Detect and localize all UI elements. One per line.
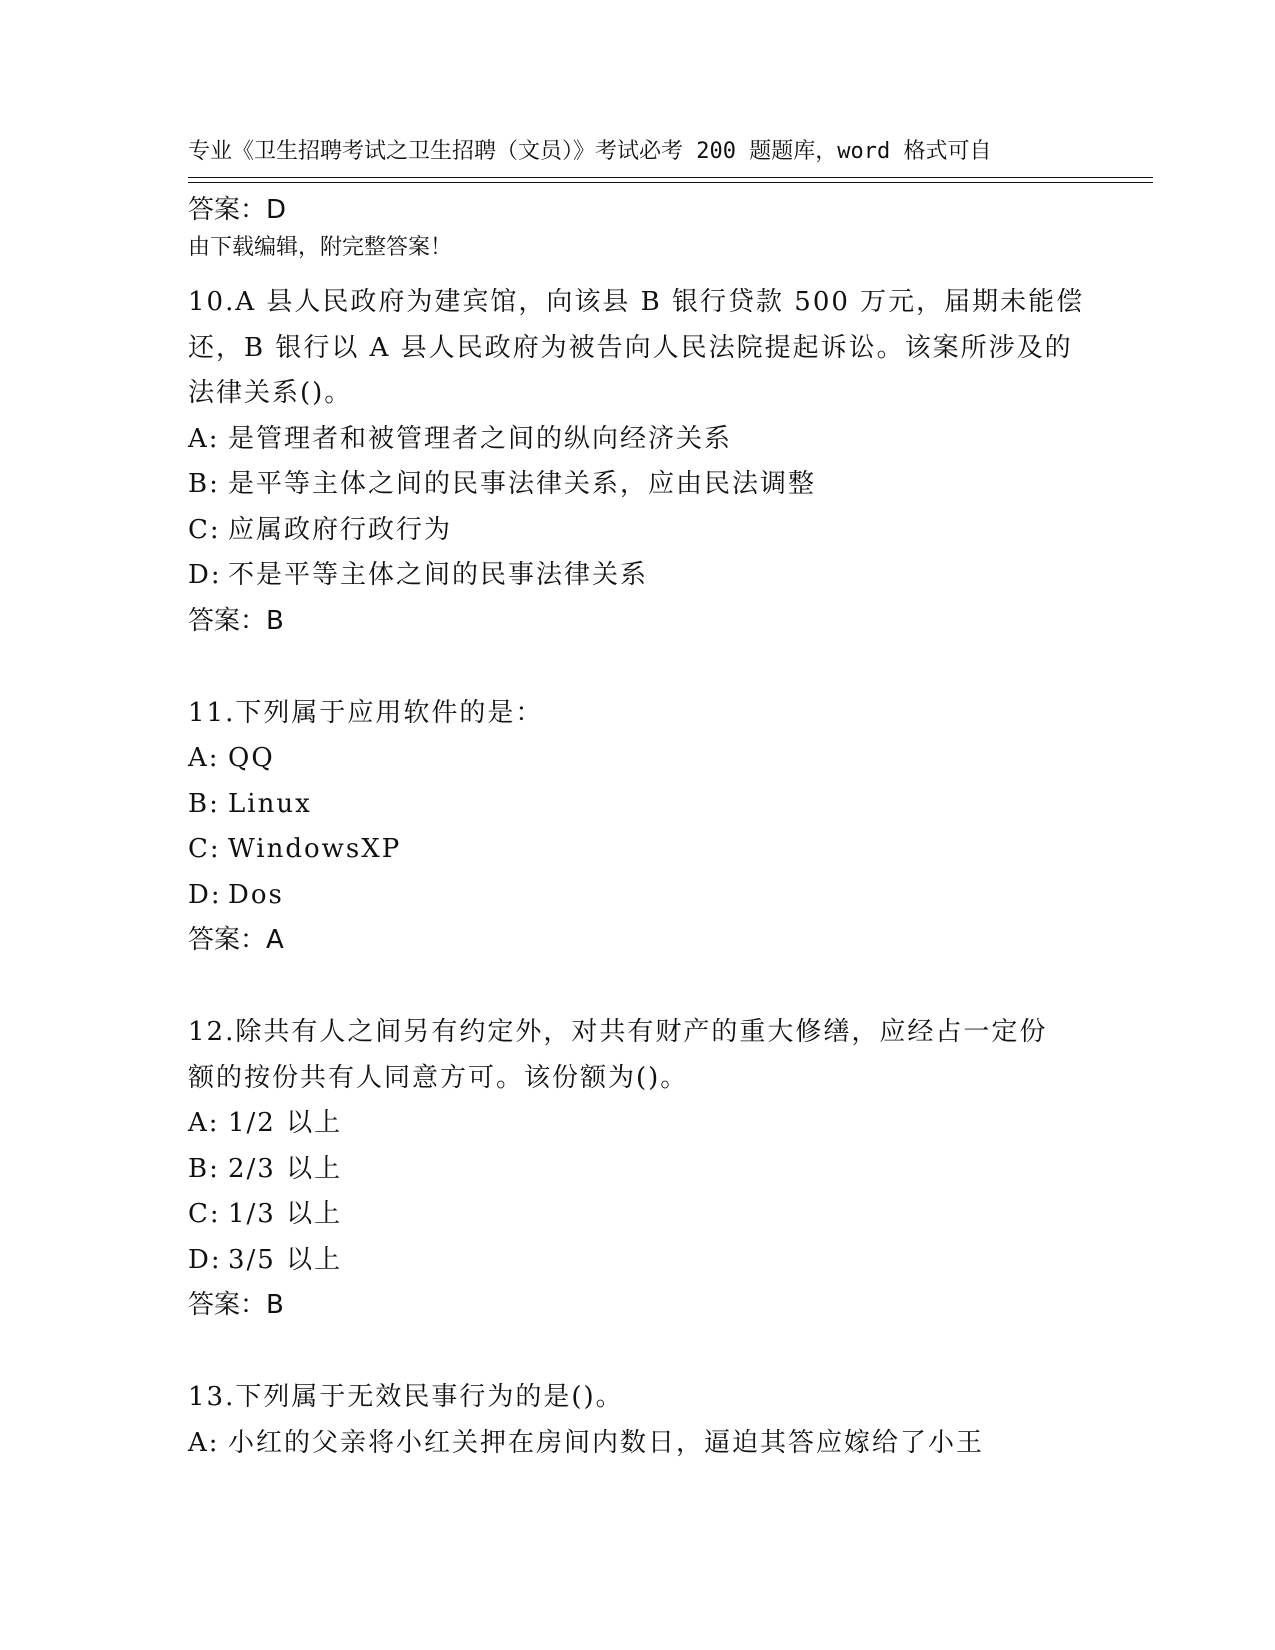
question-block [188,1010,1088,1328]
question-text: 还，B 银行以 A 县人民政府为被告向人民法院提起诉讼。该案所涉及的 [188,332,1073,363]
option-letter: D: [188,1244,222,1275]
question-text: 法律关系()。 [188,378,353,408]
option-c [188,1192,1088,1238]
option-text: 小红的父亲将小红关押在房间内数日，逼迫其答应嫁给了小王 [228,1427,985,1458]
option-letter: B: [188,788,220,819]
option-a [188,1101,1088,1147]
question-text: 额的按份共有人同意方可。该份额为()。 [188,1062,689,1093]
option-text: 不是平等主体之间的民事法律关系 [228,560,649,590]
option-letter: D: [188,879,222,910]
header-rule-top [188,177,1153,178]
option-text: 1/2 以上 [228,1108,343,1138]
document-body [188,188,1088,1466]
option-text: QQ [228,743,275,773]
option-d [188,873,1088,919]
option-d [188,553,1088,599]
question-block [188,280,1088,644]
option-b [188,462,1088,508]
option-text: WindowsXP [228,834,402,864]
header-line-1: 专业《卫生招聘考试之卫生招聘（文员）》考试必考 200 题题库，word 格式可自 [188,139,992,164]
option-text: 1/3 以上 [228,1199,343,1229]
question-block [188,691,1088,964]
option-letter: B: [188,469,220,499]
header-rule-bottom [188,182,1153,183]
answer-line: 答案：B [188,1290,284,1320]
answer-line: 答案：B [188,605,284,636]
question-block [188,1375,1088,1466]
question-text: 11.下列属于应用软件的是： [188,697,544,728]
option-text: 是平等主体之间的民事法律关系，应由民法调整 [228,469,817,499]
header-line-2: 由下载编辑，附完整答案！ [188,235,453,260]
option-letter: C: [188,1199,221,1229]
option-text: Dos [228,879,284,910]
answer-line: 答案：D [188,195,287,225]
question-text: 12.除共有人之间另有约定外，对共有财产的重大修缮，应经占一定份 [188,1017,1048,1047]
option-a [188,736,1088,782]
option-b [188,1147,1088,1193]
option-letter: C: [188,834,221,864]
option-c [188,827,1088,873]
question-text: 13.下列属于无效民事行为的是()。 [188,1382,624,1412]
option-letter: A: [188,1427,220,1458]
option-text: 3/5 以上 [228,1244,343,1275]
option-text: Linux [228,788,312,819]
answer-line: 答案：A [188,925,284,955]
option-letter: C: [188,514,221,545]
option-text: 应属政府行政行为 [228,514,453,545]
option-letter: A: [188,423,220,454]
option-a [188,1421,1088,1467]
option-text: 是管理者和被管理者之间的纵向经济关系 [228,423,733,454]
option-a [188,417,1088,463]
option-b [188,782,1088,828]
option-c [188,508,1088,554]
question-text: 10.A 县人民政府为建宾馆，向该县 B 银行贷款 500 万元，届期未能偿 [188,287,1085,317]
option-letter: A: [188,743,220,773]
option-letter: D: [188,560,222,590]
option-d [188,1238,1088,1284]
option-letter: B: [188,1153,220,1184]
option-letter: A: [188,1108,220,1138]
option-text: 2/3 以上 [228,1153,343,1184]
